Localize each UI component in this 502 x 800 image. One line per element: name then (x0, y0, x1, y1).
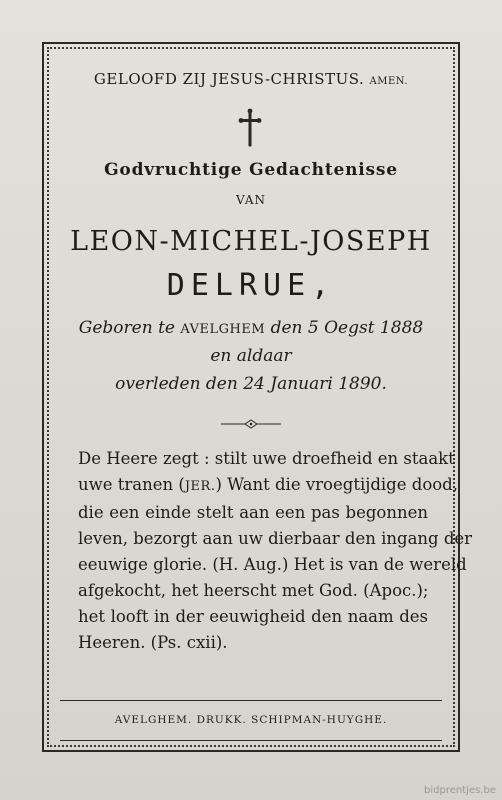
birth-place: AVELGHEM (180, 322, 266, 337)
card-title: Godvruchtige Gedachtenisse (104, 160, 398, 180)
text-line: die een einde stelt aan een pas begonnen (78, 503, 428, 522)
text-line: leven, bezorgt aan uw dierbaar den ingang der (78, 529, 473, 548)
birth-date: den 5 Oegst 1888 (270, 318, 424, 338)
printer-imprint: AVELGHEM. DRUKK. SCHIPMAN-HUYGHE. (114, 714, 388, 726)
birth-prefix: Geboren te (78, 318, 175, 338)
header-text: GELOOFD ZIJ JESUS-CHRISTUS. (93, 70, 365, 88)
birth-line (52, 318, 450, 338)
header-amen: AMEN. (369, 76, 409, 87)
header-line (52, 70, 450, 88)
text-line: uwe tranen (JER.) Want die vroegtijdige dood, (78, 475, 458, 494)
van-label: VAN (235, 193, 267, 207)
text-line: Heeren. (Ps. cxii). (78, 633, 228, 652)
aldaar-line: en aldaar (210, 346, 292, 366)
deceased-surname: DELRUE, (166, 268, 336, 303)
footer-rule-top (60, 700, 442, 701)
cross-icon (238, 108, 262, 148)
divider-ornament-icon (221, 418, 281, 430)
text-line: eeuwige glorie. (H. Aug.) Het is van de wereld (78, 555, 467, 574)
site-watermark: bidprentjes.be (424, 785, 496, 796)
text-line: De Heere zegt : stilt uwe droefheid en staakt (78, 449, 455, 468)
text-line: het looft in der eeuwigheid den naam des (78, 607, 428, 626)
deceased-given-names: LEON-MICHEL-JOSEPH (70, 226, 432, 257)
scripture-text (78, 446, 473, 656)
footer-rule-bottom (60, 740, 442, 741)
text-line: afgekocht, het heerscht met God. (Apoc.); (78, 581, 429, 600)
death-line: overleden den 24 Januari 1890. (115, 374, 387, 394)
